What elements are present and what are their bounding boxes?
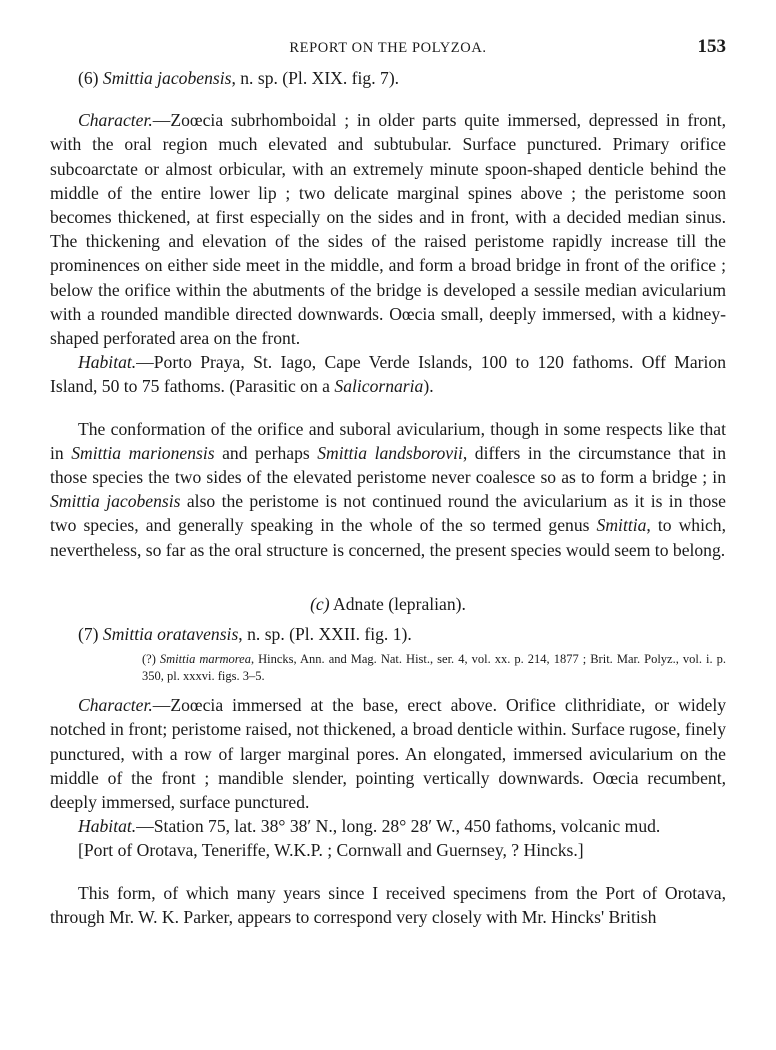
species-7-character-text: —Zoœcia immersed at the base, erect above. Orifice clithridiate, or widely notched in front; peristome raised, not thickened, a broad denticle within. Surface rugose, finely punctured, with a row of larger marginal pores. An elongated, immersed avicularium on the middle of the front ; mandible slender, pointing vertically downwards. Oœcia recumbent, deeply immersed, surface punctured. xyxy=(50,695,726,813)
section-heading xyxy=(50,592,726,616)
discussion-text-2: and perhaps xyxy=(214,442,318,463)
discussion-species-3: Smittia jacobensis xyxy=(50,491,181,512)
species-6-heading xyxy=(50,66,726,90)
species-7-character xyxy=(50,693,726,814)
discussion-text-5: , to which, nevertheless, so far as the oral structure is concerned, the present species would seem to belong. xyxy=(50,515,726,560)
species-6-character xyxy=(50,108,726,350)
species-7-bracket-note: [Port of Orotava, Teneriffe, W.K.P. ; Cornwall and Guernsey, ? Hincks.] xyxy=(78,840,584,861)
page xyxy=(50,36,726,929)
species-7-suffix: , n. sp. (Pl. XXII. fig. 1). xyxy=(238,624,412,645)
page-number: 153 xyxy=(697,36,726,57)
discussion-species-2: Smittia landsborovii xyxy=(317,442,463,463)
section-title: Adnate (lepralian). xyxy=(329,593,466,614)
species-6-habitat-label: Habitat. xyxy=(78,352,137,373)
species-6-name: Smittia jacobensis xyxy=(102,68,232,88)
species-7-name: Smittia oratavensis xyxy=(102,624,239,645)
species-7-reference xyxy=(50,651,726,685)
species-6-habitat xyxy=(50,350,726,398)
species-7-habitat-text: —Station 75, lat. 38° 38′ N., long. 28° 28′ W., 450 fathoms, volcanic mud. xyxy=(136,816,661,837)
species-6-character-label: Character. xyxy=(78,110,153,131)
species-7-ref-name: Smittia marmorea xyxy=(159,652,251,667)
species-6-number: (6) xyxy=(78,68,99,88)
discussion-text-3: , differs in the circumstance that in those species the two sides of the elevated peristome never coalesce so as to form a bridge ; in xyxy=(50,442,726,488)
species-6-habitat-text-b: ). xyxy=(423,376,434,397)
species-6-suffix: , n. sp. (Pl. XIX. fig. 7). xyxy=(231,68,400,88)
species-7-ref-text: , Hincks, Ann. and Mag. Nat. Hist., ser. 4, vol. xx. p. 214, 1877 ; Brit. Mar. Polyz., vol. i. p. 350, pl. xxxvi. figs. 3–5. xyxy=(142,652,726,684)
species-7-habitat xyxy=(50,814,726,838)
species-6-habitat-host: Salicornaria xyxy=(334,376,424,397)
species-7-ref-prefix: (?) xyxy=(142,652,160,667)
species-7-character-label: Character. xyxy=(78,695,153,716)
species-7-heading xyxy=(50,622,726,646)
species-6-character-text: —Zoœcia subrhomboidal ; in older parts quite immersed, depressed in front, with the oral region much elevated and subtubular. Surface punctured. Primary orifice subcoarctate or almost orbicular, with an extremely minute spoon-shaped denticle behind the middle of the entire lower lip ; two delicate marginal spines above ; the peristome soon becomes thickened, at first especially on the sides and in front, with a decided median sinus. The thickening and elevation of the sides of the raised peristome rapidly increase till the prominences on either side meet in the middle, and form a broad bridge in front of the orifice ; below the orifice within the abutments of the bridge is developed a sessile median avicularium with a rounded mandible directed downwards. Oœcia small, deeply immersed, with a kidney-shaped perforated area on the front. xyxy=(50,110,726,349)
species-7-number: (7) xyxy=(78,624,99,645)
running-title: REPORT ON THE POLYZOA. xyxy=(289,40,487,56)
species-6-habitat-text-a: —Porto Praya, St. Iago, Cape Verde Islands, 100 to 120 fathoms. Off Marion Island, 50 to 75 fathoms. (Parasitic on a xyxy=(50,352,726,397)
discussion-species-1: Smittia marionensis xyxy=(71,442,215,463)
discussion-genus: Smittia xyxy=(596,515,647,536)
section-label: (c) xyxy=(310,593,330,614)
species-7-habitat-label: Habitat. xyxy=(78,816,137,837)
page-header xyxy=(50,36,726,66)
closing-paragraph: This form, of which many years since I received specimens from the Port of Orotava, through Mr. W. K. Parker, appears to correspond very closely with Mr. Hincks' British xyxy=(50,882,726,927)
discussion-paragraph xyxy=(50,417,726,562)
discussion-text-4: also the peristome is not continued round the avicularium as it is in those two species, and generally speaking in the whole of the so termed genus xyxy=(50,491,726,536)
discussion-text-1: The conformation of the orifice and suboral avicularium, though in some respects like that in xyxy=(50,418,726,463)
